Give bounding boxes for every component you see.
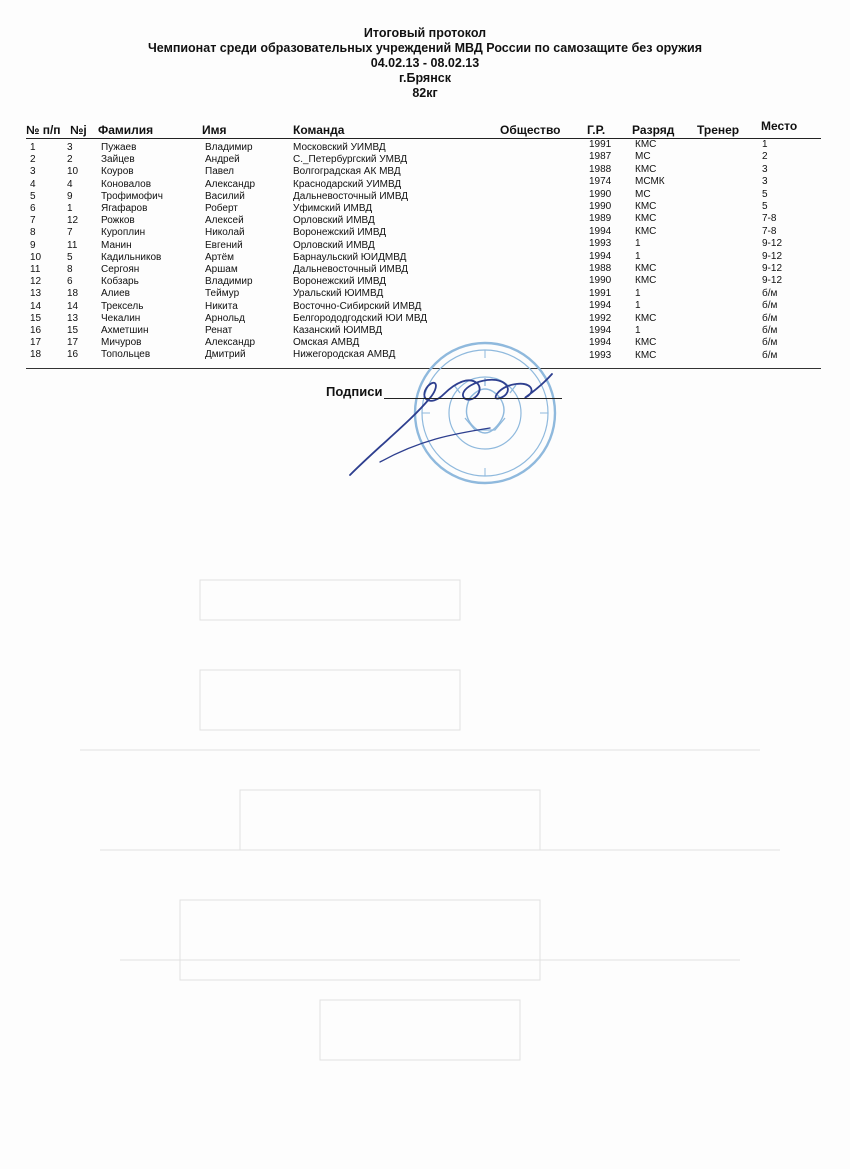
row-rank: МС	[635, 151, 651, 163]
row-num: 3	[30, 166, 36, 178]
row-num: 2	[30, 154, 36, 166]
row-name: Арнольд	[205, 312, 245, 324]
table-row	[0, 203, 850, 215]
row-draw: 10	[67, 166, 79, 178]
row-rank: КМС	[635, 225, 657, 237]
row-year: 1988	[589, 263, 612, 274]
signature-mark	[340, 350, 580, 490]
row-team: Казанский ЮИМВД	[293, 325, 383, 336]
row-draw: 2	[67, 154, 73, 166]
table-row	[0, 313, 850, 325]
row-draw: 7	[67, 227, 73, 239]
row-team: Московский УИМВД	[293, 142, 386, 153]
row-place: б/м	[762, 325, 778, 336]
row-year: 1990	[589, 188, 612, 200]
row-rank: КМС	[635, 349, 657, 361]
row-draw: 12	[67, 215, 79, 227]
row-num: 5	[30, 190, 36, 202]
row-name: Роберт	[205, 203, 238, 214]
header-num: № п/п	[26, 123, 61, 137]
row-place: 5	[762, 188, 768, 200]
row-year: 1991	[589, 287, 612, 299]
row-team: Барнаульский ЮИДМВД	[293, 251, 407, 263]
row-draw: 15	[67, 325, 79, 336]
row-draw: 1	[67, 203, 73, 214]
table-row	[0, 240, 850, 252]
row-year: 1992	[589, 312, 612, 324]
row-rank: МСМК	[635, 176, 665, 188]
row-year: 1974	[589, 176, 612, 188]
row-num: 7	[30, 215, 36, 227]
row-draw: 11	[67, 239, 78, 251]
row-year: 1987	[589, 151, 612, 163]
row-rank: МС	[635, 188, 651, 200]
row-rank: 1	[635, 325, 641, 336]
header-surname: Фамилия	[98, 123, 154, 137]
row-team: Орловский ИМВД	[293, 239, 375, 251]
row-year: 1988	[589, 163, 612, 175]
row-place: 2	[762, 151, 768, 163]
row-place: 7-8	[762, 213, 777, 225]
row-surname: Ягафаров	[101, 203, 148, 214]
row-team: Воронежский ИМВД	[293, 276, 387, 288]
header-name: Имя	[202, 123, 227, 137]
table-row	[0, 151, 850, 166]
row-name: Евгений	[205, 239, 243, 251]
row-draw: 14	[67, 300, 79, 312]
row-team: Нижегородская АМВД	[293, 349, 396, 361]
row-surname: Манин	[101, 239, 132, 251]
row-team: Белгорододгодский ЮИ МВД	[293, 312, 428, 324]
row-draw: 6	[67, 276, 73, 288]
event-dates: 04.02.13 - 08.02.13	[370, 56, 480, 70]
table-row	[0, 188, 850, 203]
row-name: Владимир	[205, 142, 253, 153]
row-num: 13	[30, 288, 42, 300]
row-year: 1994	[589, 325, 612, 336]
row-team: Воронежский ИМВД	[293, 227, 387, 239]
table-row	[0, 176, 850, 191]
row-surname: Трексель	[101, 300, 144, 312]
signatures-label: Подписи	[326, 384, 383, 399]
row-rank: КМС	[635, 337, 657, 349]
table-row	[0, 252, 850, 264]
row-surname: Чекалин	[101, 312, 141, 324]
row-num: 12	[30, 276, 42, 288]
row-draw: 8	[67, 264, 73, 275]
row-surname: Сергоян	[101, 264, 140, 275]
row-team: Уфимский ИМВД	[293, 203, 373, 214]
document-header	[0, 26, 850, 101]
row-name: Алексей	[205, 215, 244, 227]
row-place: б/м	[762, 300, 778, 312]
row-place: 9-12	[762, 263, 783, 274]
table-row	[0, 215, 850, 227]
header-society: Общество	[500, 123, 561, 137]
row-name: Александр	[205, 337, 256, 349]
row-team: Краснодарский УИМВД	[293, 178, 402, 190]
table-row	[0, 227, 850, 239]
row-team: Волгоградская АК МВД	[293, 166, 401, 178]
row-num: 18	[30, 349, 42, 361]
row-place: 9-12	[762, 275, 783, 287]
row-team: Восточно-Сибирский ИМВД	[293, 300, 422, 312]
row-rank: КМС	[635, 163, 657, 175]
row-rank: КМС	[635, 213, 657, 225]
header-year: Г.Р.	[587, 123, 606, 137]
row-surname: Трофимофич	[101, 190, 163, 202]
row-surname: Рожков	[101, 215, 135, 227]
row-year: 1994	[589, 225, 612, 237]
table-row	[0, 264, 850, 276]
row-place: 1	[762, 139, 768, 150]
row-name: Дмитрий	[205, 349, 246, 361]
row-name: Андрей	[205, 154, 240, 166]
row-year: 1990	[589, 201, 612, 212]
row-num: 4	[30, 178, 36, 190]
bleed-through-ghost	[60, 520, 800, 1140]
row-num: 8	[30, 227, 36, 239]
row-place: б/м	[762, 312, 778, 324]
row-place: б/м	[762, 349, 778, 361]
row-num: 17	[30, 337, 42, 349]
row-surname: Топольцев	[101, 349, 151, 361]
row-draw: 13	[67, 312, 79, 324]
document-title: Итоговый протокол	[363, 26, 487, 40]
row-name: Аршам	[205, 264, 238, 275]
row-num: 16	[30, 325, 42, 336]
row-place: б/м	[762, 337, 778, 349]
row-draw: 3	[67, 142, 73, 153]
row-rank: 1	[635, 238, 641, 250]
row-year: 1994	[589, 337, 612, 349]
row-place: 5	[762, 201, 768, 212]
row-draw: 5	[67, 251, 73, 263]
row-place: 9-12	[762, 238, 783, 250]
row-rank: КМС	[635, 275, 657, 287]
row-place: 3	[762, 176, 768, 188]
row-num: 15	[30, 312, 42, 324]
header-coach: Тренер	[697, 123, 740, 137]
row-draw: 4	[67, 178, 73, 190]
row-rank: КМС	[635, 263, 657, 274]
row-rank: 1	[635, 250, 641, 262]
row-surname: Кадильников	[101, 251, 162, 263]
row-draw: 16	[67, 349, 79, 361]
event-name: Чемпионат среди образовательных учреждений МВД России по самозащите без оружия	[148, 41, 702, 55]
row-surname: Мичуров	[101, 337, 142, 349]
row-draw: 17	[67, 337, 79, 349]
event-city: г.Брянск	[399, 71, 451, 85]
table-row	[0, 301, 850, 313]
header-draw: №j	[70, 123, 87, 137]
row-surname: Куроплин	[101, 227, 146, 239]
row-rank: КМС	[635, 312, 657, 324]
row-surname: Коуров	[101, 166, 134, 178]
row-year: 1990	[589, 275, 612, 287]
row-year: 1993	[589, 238, 612, 250]
header-rank: Разряд	[632, 123, 675, 137]
header-place: Место	[761, 119, 798, 133]
row-name: Павел	[205, 166, 235, 178]
row-year: 1991	[589, 139, 612, 150]
row-team: Уральский ЮИМВД	[293, 288, 384, 300]
row-surname: Коновалов	[101, 178, 152, 190]
row-rank: 1	[635, 300, 641, 312]
row-name: Ренат	[205, 325, 233, 336]
row-rank: КМС	[635, 139, 657, 150]
table-row	[0, 325, 850, 337]
row-surname: Пужаев	[101, 142, 137, 153]
row-team: Омская АМВД	[293, 337, 360, 349]
row-surname: Зайцев	[101, 154, 135, 166]
row-draw: 18	[67, 288, 79, 300]
row-num: 1	[30, 142, 36, 153]
row-name: Теймур	[205, 288, 240, 300]
row-team: Дальневосточный ИМВД	[293, 264, 409, 275]
table-row	[0, 163, 850, 178]
row-num: 9	[30, 239, 36, 251]
row-year: 1989	[589, 213, 612, 225]
row-year: 1994	[589, 300, 612, 312]
table-header	[26, 119, 821, 139]
row-name: Артём	[205, 251, 235, 263]
row-year: 1994	[589, 250, 612, 262]
row-name: Василий	[205, 190, 245, 202]
row-name: Владимир	[205, 276, 253, 288]
signature-line	[384, 398, 562, 399]
header-team: Команда	[293, 123, 345, 137]
row-draw: 9	[67, 190, 73, 202]
row-surname: Ахметшин	[101, 325, 149, 336]
row-surname: Алиев	[101, 288, 130, 300]
row-num: 6	[30, 203, 36, 214]
row-place: б/м	[762, 287, 778, 299]
weight-category: 82кг	[412, 86, 438, 100]
table-row	[0, 288, 850, 300]
row-num: 10	[30, 251, 42, 263]
row-surname: Кобзарь	[101, 276, 139, 288]
row-place: 9-12	[762, 250, 783, 262]
row-name: Никита	[205, 300, 238, 312]
row-rank: 1	[635, 287, 641, 299]
row-rank: КМС	[635, 201, 657, 212]
row-place: 7-8	[762, 225, 777, 237]
row-team: Дальневосточный ИМВД	[293, 190, 409, 202]
row-year: 1993	[589, 349, 612, 361]
row-name: Александр	[205, 178, 256, 190]
row-team: Орловский ИМВД	[293, 215, 375, 227]
row-num: 14	[30, 300, 42, 312]
row-place: 3	[762, 163, 768, 175]
row-name: Николай	[205, 227, 245, 239]
row-num: 11	[30, 264, 41, 275]
row-team: С._Петербургский УМВД	[293, 154, 408, 166]
table-row	[0, 139, 850, 154]
table-row	[0, 276, 850, 288]
